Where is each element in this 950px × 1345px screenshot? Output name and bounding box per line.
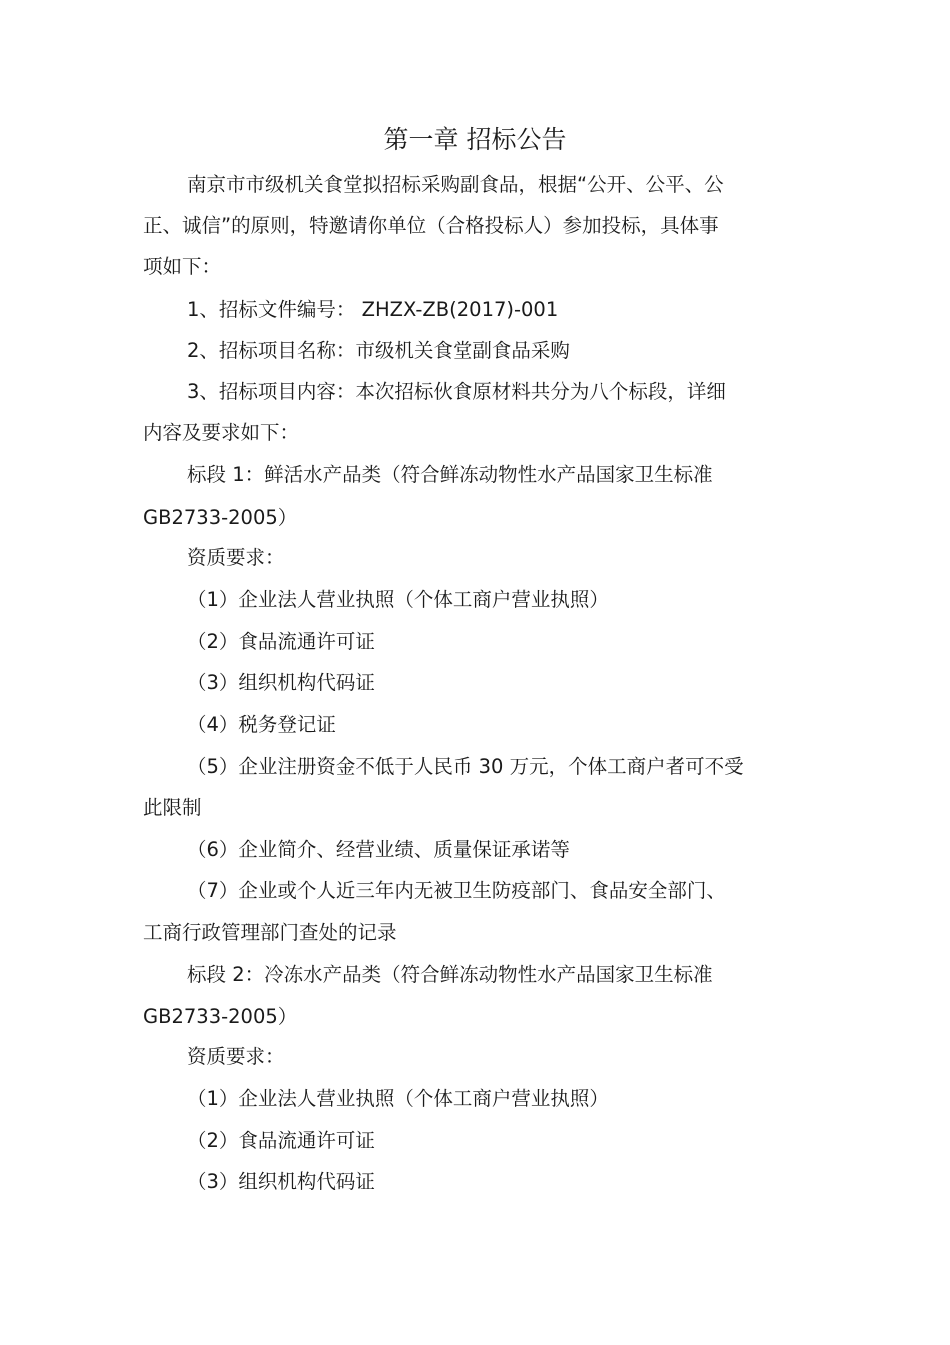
section-1-req-5-continuation: 此限制 (143, 796, 202, 819)
section-1-requirements-label: 资质要求： (187, 546, 285, 569)
intro-line-1: 南京市市级机关食堂拟招标采购副食品，根据“公开、公平、公 (187, 173, 724, 196)
section-2-req-1: （1）企业法人营业执照（个体工商户营业执照） (187, 1087, 609, 1110)
intro-line-3: 项如下： (143, 255, 222, 278)
point-3-continuation: 内容及要求如下： (143, 421, 300, 444)
section-1-req-2: （2）食品流通许可证 (187, 630, 375, 653)
section-1-req-5: （5）企业注册资金不低于人民币 30 万元，个体工商户者可不受 (187, 755, 744, 778)
section-1-req-7-continuation: 工商行政管理部门查处的记录 (143, 921, 397, 944)
chapter-title: 第一章 招标公告 (383, 125, 567, 154)
section-1-heading: 标段 1：鲜活水产品类（符合鲜冻动物性水产品国家卫生标准 (187, 463, 713, 486)
section-1-standard: GB2733-2005） (143, 506, 298, 529)
point-3-project-content: 3、招标项目内容：本次招标伙食原材料共分为八个标段，详细 (187, 380, 726, 403)
section-2-req-2: （2）食品流通许可证 (187, 1129, 375, 1152)
section-1-req-6: （6）企业简介、经营业绩、质量保证承诺等 (187, 838, 570, 861)
section-2-requirements-label: 资质要求： (187, 1045, 285, 1068)
intro-line-2: 正、诚信”的原则，特邀请你单位（合格投标人）参加投标，具体事 (143, 214, 719, 237)
section-1-req-1: （1）企业法人营业执照（个体工商户营业执照） (187, 588, 609, 611)
section-1-req-4: （4）税务登记证 (187, 713, 336, 736)
section-1-req-7: （7）企业或个人近三年内无被卫生防疫部门、食品安全部门、 (187, 879, 726, 902)
point-2-project-name: 2、招标项目名称：市级机关食堂副食品采购 (187, 339, 570, 362)
section-1-req-3: （3）组织机构代码证 (187, 671, 375, 694)
section-2-req-3: （3）组织机构代码证 (187, 1170, 375, 1193)
point-1-tender-number: 1、招标文件编号： ZHZX-ZB(2017)-001 (187, 298, 559, 321)
section-2-standard: GB2733-2005） (143, 1005, 298, 1028)
section-2-heading: 标段 2：冷冻水产品类（符合鲜冻动物性水产品国家卫生标准 (187, 963, 713, 986)
